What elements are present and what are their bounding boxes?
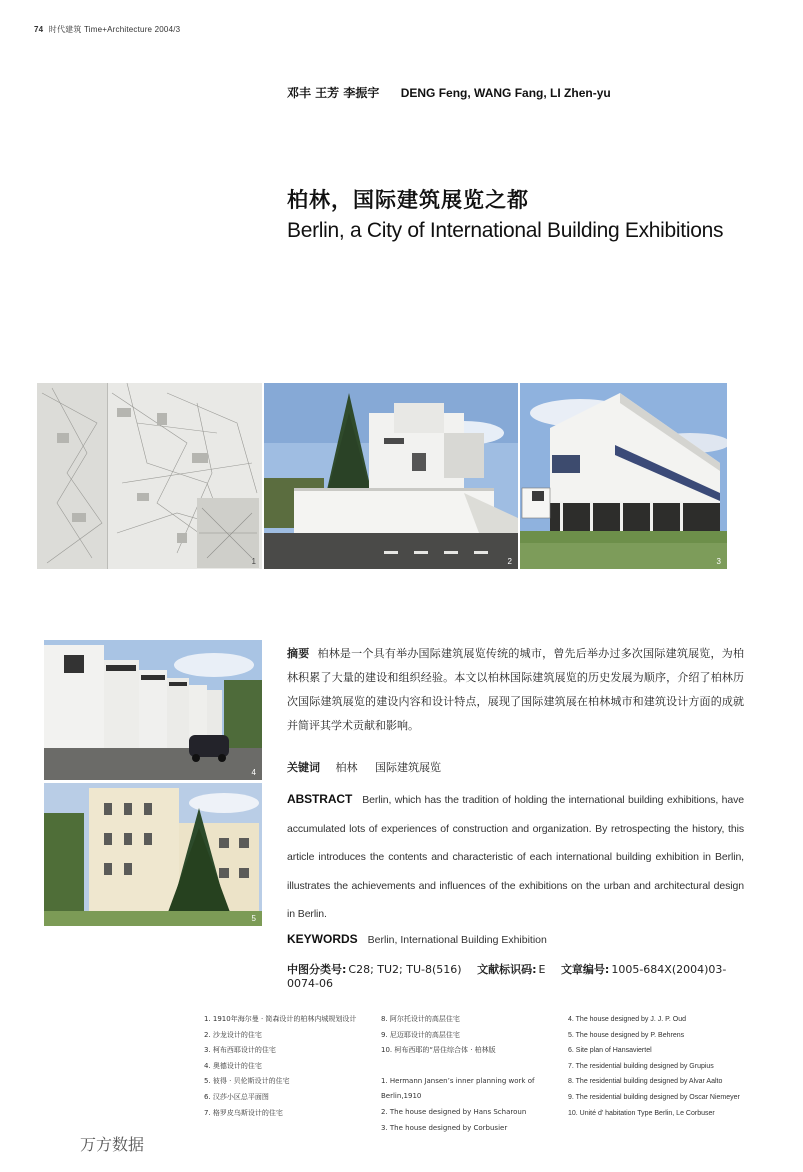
caption-item: 4. The house designed by J. J. P. Oud — [568, 1016, 687, 1023]
figure-4-number: 4 — [251, 768, 256, 777]
caption-item: 6. 汉莎小区总平面图 — [204, 1092, 269, 1101]
article-no-value: 1005-684X(2004)03-0074-06 — [287, 963, 727, 990]
caption-item: 8. The residential building designed by Alvar Aalto — [568, 1078, 723, 1086]
captions-cn-col1 — [204, 1012, 384, 1121]
figure-1-number: 1 — [251, 557, 256, 566]
authors-cn: 邓丰 王芳 李振宇 — [287, 86, 380, 100]
keywords-en-text: Berlin, International Building Exhibition — [367, 934, 547, 946]
caption-item: 5. The house designed by P. Behrens — [568, 1031, 685, 1039]
clc-label: 中图分类号: — [287, 963, 347, 976]
title-cn: 柏林，国际建筑展览之都 — [287, 188, 529, 212]
figure-4-photo — [44, 640, 262, 780]
abstract-en-label: ABSTRACT — [287, 792, 353, 806]
caption-item: 2. The house designed by Hans Scharoun — [381, 1107, 527, 1116]
figure-5-number: 5 — [251, 914, 256, 923]
abstract-cn-label: 摘要 — [287, 647, 310, 660]
caption-item: 3. The house designed by Corbusier — [381, 1123, 508, 1132]
caption-item: 5. 彼得 · 贝伦斯设计的住宅 — [204, 1077, 290, 1086]
authors — [287, 84, 611, 101]
doc-code-label: 文献标识码: — [477, 963, 537, 976]
running-header — [34, 24, 180, 35]
abstract-cn — [287, 642, 744, 738]
caption-item: 8. 阿尔托设计的高层住宅 — [381, 1015, 460, 1023]
keywords-en — [287, 932, 744, 946]
captions-col2 — [381, 1012, 566, 1136]
caption-item: 3. 柯布西耶设计的住宅 — [204, 1046, 276, 1055]
journal-name: 时代建筑 Time+Architecture 2004/3 — [48, 25, 181, 34]
abstract-en-text: Berlin, which has the tradition of holding the international building exhibitions, have accumulated lots of experiences of construction and organization. By retrospecting the history, this article introduces the contents and characteristic of each international building exhibition in Berlin, illustrates the achievements and influences of the exhibitions on the urban and architectural design in Berlin. — [287, 794, 744, 920]
caption-item: 9. The residential building designed by Oscar Niemeyer — [568, 1093, 740, 1101]
caption-item: 4. 奥德设计的住宅 — [204, 1061, 262, 1070]
keywords-cn — [287, 759, 744, 775]
classification-line — [287, 961, 744, 990]
figure-3-number: 3 — [716, 557, 721, 566]
clc-value: C28; TU2; TU-8(516) — [348, 963, 462, 976]
figure-1-map — [37, 383, 262, 569]
doc-code-value: E — [538, 963, 546, 976]
figure-3-photo — [520, 383, 727, 569]
abstract-cn-text: 柏林是一个具有举办国际建筑展览传统的城市，曾先后举办过多次国际建筑展览，为柏林积累了大量的建设和组织经验。本文以柏林国际建筑展览的历史发展为顺序，介绍了柏林历次国际建筑展览的建设内容和设计特点，展现了国际建筑展在柏林城市和建筑设计方面的成就并简评其学术贡献和影响。 — [287, 647, 745, 732]
caption-item: 2. 沙龙设计的住宅 — [204, 1030, 262, 1039]
title-en: Berlin, a City of International Building Exhibitions — [287, 219, 724, 242]
keyword-cn-item: 国际建筑展览 — [375, 761, 441, 774]
watermark: 万方数据 — [80, 1135, 145, 1154]
authors-en: DENG Feng, WANG Fang, LI Zhen-yu — [400, 86, 611, 100]
caption-item: 1. Hermann Jansen’s inner planning work of Berlin,1910 — [381, 1076, 535, 1101]
caption-item: 7. 格罗皮乌斯设计的住宅 — [204, 1108, 283, 1117]
figure-2-photo — [264, 383, 518, 569]
caption-item: 10. Unité d’ habitation Type Berlin, Le Corbuser — [568, 1109, 715, 1117]
caption-item: 6. Site plan of Hansaviertel — [568, 1047, 652, 1055]
keywords-cn-label: 关键词 — [287, 761, 320, 774]
figure-2-number: 2 — [507, 557, 512, 566]
caption-item: 9. 尼迈耶设计的高层住宅 — [381, 1030, 460, 1039]
keywords-en-label: KEYWORDS — [287, 932, 358, 946]
caption-item: 1. 1910年海尔曼 · 简森设计的柏林内城规划设计 — [204, 1015, 357, 1023]
abstract-en — [287, 785, 744, 929]
figure-5-photo — [44, 783, 262, 926]
keyword-cn-item: 柏林 — [335, 761, 358, 774]
article-no-label: 文章编号: — [560, 963, 610, 976]
page-number: 74 — [34, 25, 44, 34]
caption-item: 7. The residential building designed by Grupius — [568, 1062, 714, 1070]
captions-en-col3 — [568, 1012, 768, 1121]
caption-item: 10. 柯布西耶的“居住综合体 · 柏林版 — [381, 1046, 496, 1055]
